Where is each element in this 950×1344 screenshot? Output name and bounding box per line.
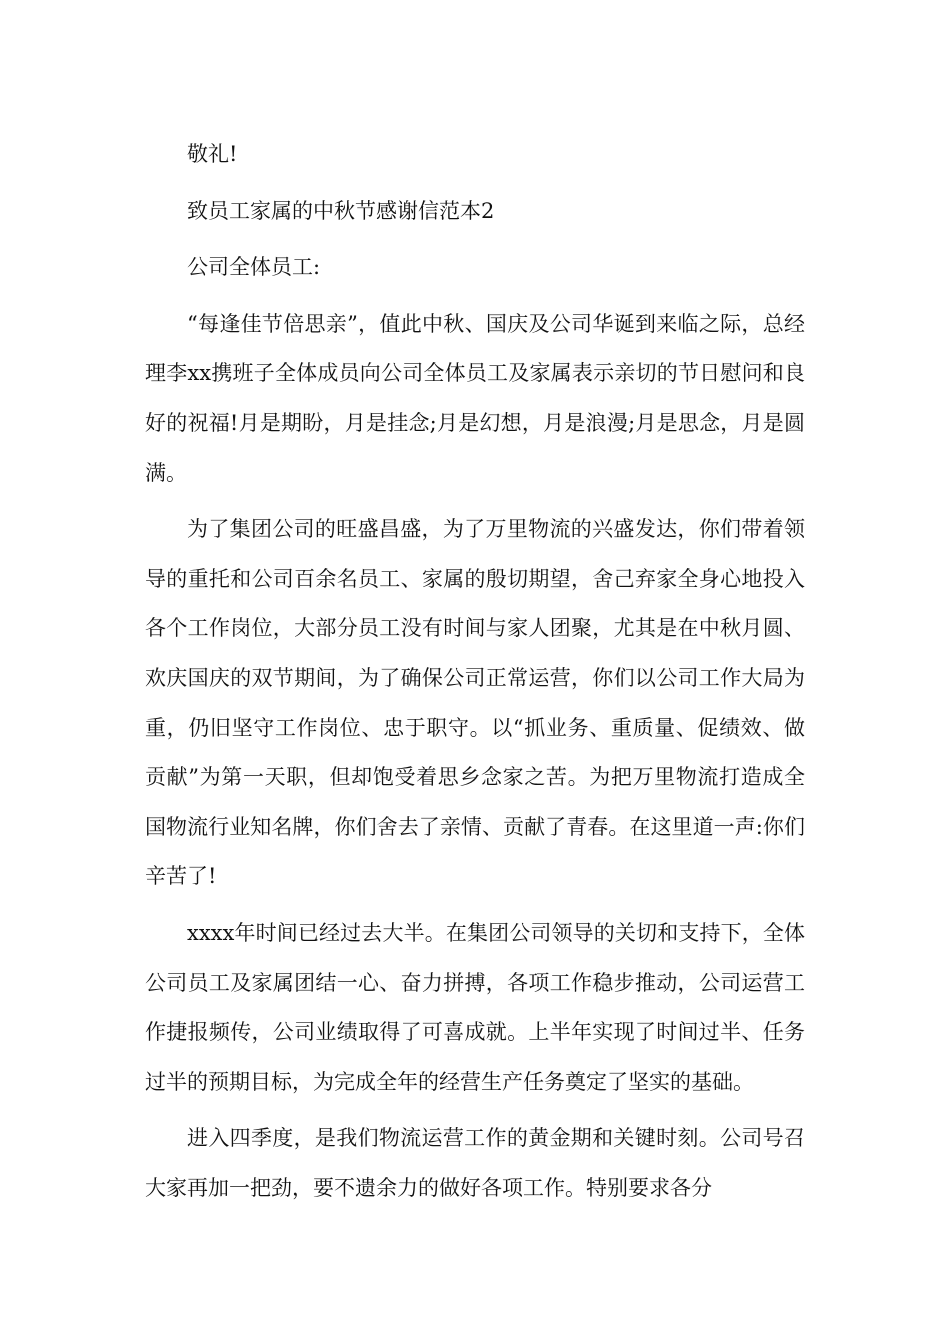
paragraph-1: “每逢佳节倍思亲”，值此中秋、国庆及公司华诞到来临之际，总经理李xx携班子全体成员向公司全体员工及家属表示亲切的节日慰问和良好的祝福!月是期盼，月是挂念;月是幻想，月是浪漫;月是思念，月是圆满。 [145, 311, 805, 485]
letter-greeting: 公司全体员工: [187, 255, 321, 280]
paragraph-4: 进入四季度，是我们物流运营工作的黄金期和关键时刻。公司号召大家再加一把劲，要不遗余力的做好各项工作。特别要求各分 [145, 1126, 805, 1200]
letter-body [145, 130, 805, 1213]
paragraph-2: 为了集团公司的旺盛昌盛，为了万里物流的兴盛发达，你们带着领导的重托和公司百余名员工、家属的殷切期望，舍己弃家全身心地投入各个工作岗位，大部分员工没有时间与家人团聚，尤其是在中秋月圆、欢庆国庆的双节期间，为了确保公司正常运营，你们以公司工作大局为重，仍旧坚守工作岗位、忠于职守。以“抓业务、重质量、促绩效、做贡献”为第一天职，但却饱受着思乡念家之苦。为把万里物流打造成全国物流行业知名牌，你们舍去了亲情、贡献了青春。在这里道一声:你们辛苦了! [145, 517, 805, 889]
paragraph-3: xxxx年时间已经过去大半。在集团公司领导的关切和支持下，全体公司员工及家属团结一心、奋力拼搏，各项工作稳步推动，公司运营工作捷报频传，公司业绩取得了可喜成就。上半年实现了时间过半、任务过半的预期目标，为完成全年的经营生产任务奠定了坚实的基础。 [145, 920, 805, 1094]
letter-title: 致员工家属的中秋节感谢信范本2 [187, 198, 495, 223]
closing-salutation: 敬礼! [187, 142, 238, 166]
